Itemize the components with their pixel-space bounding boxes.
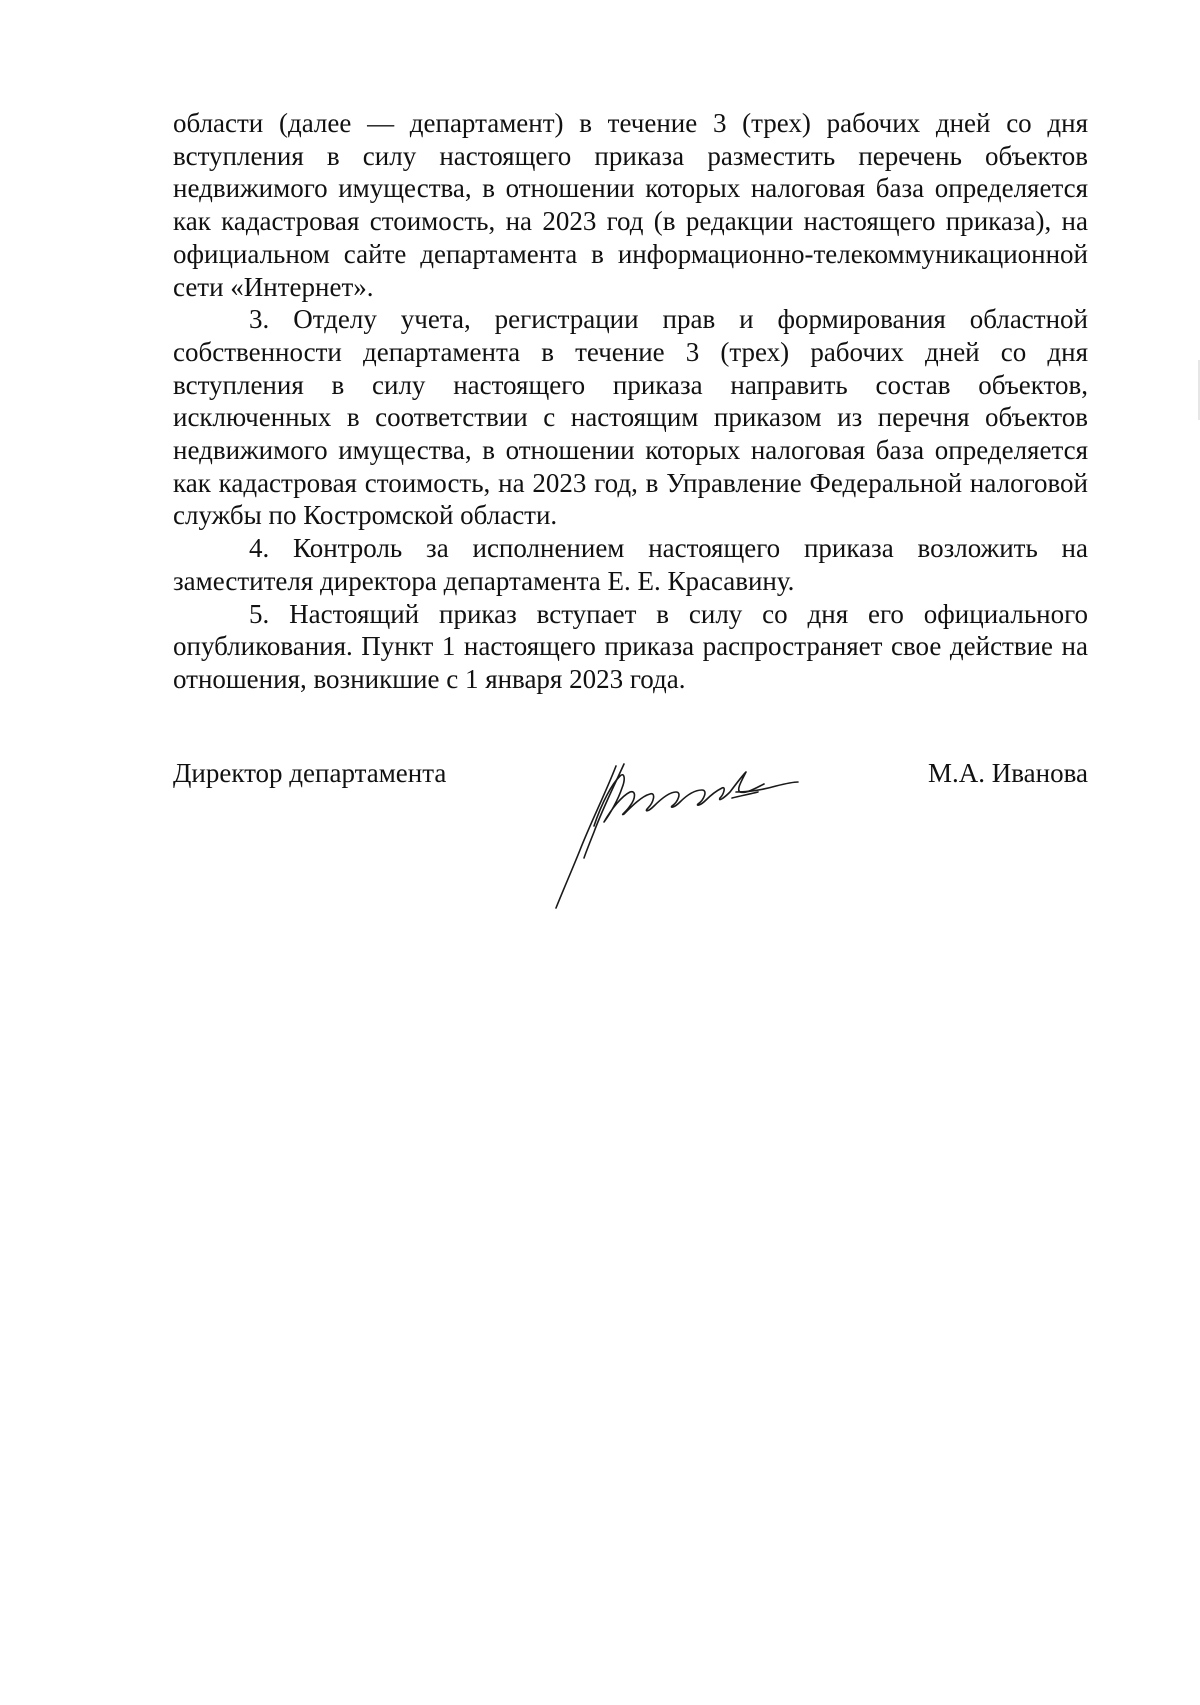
signatory-name: М.А. Иванова <box>928 758 1088 788</box>
paragraph-5: 5. Настоящий приказ вступает в силу со дня его официального опубликования. Пункт 1 настоящего приказа распространяет свое действие на отношения, возникшие с 1 января 2023 года. <box>173 598 1088 694</box>
paragraph-3: 3. Отделу учета, регистрации прав и формирования областной собственности департамента в течение 3 (трех) рабочих дней со дня вступления в силу настоящего приказа направить состав объектов, исключенных в соответствии с настоящим приказом из перечня объектов недвижимого имущества, в отношении которых налоговая база определяется как кадастровая стоимость, на 2023 год, в Управление Федеральной налоговой службы по Костромской области. <box>173 304 1088 531</box>
document-body <box>173 107 1088 696</box>
handwritten-signature <box>536 762 800 912</box>
paragraph-4: 4. Контроль за исполнением настоящего приказа возложить на заместителя директора департамента Е. Е. Красавину. <box>173 533 1088 596</box>
signatory-position: Директор департамента <box>173 758 447 788</box>
paragraph-continuation-2: области (далее — департамент) в течение 3 (трех) рабочих дней со дня вступления в силу настоящего приказа разместить перечень объектов недвижимого имущества, в отношении которых налоговая база определяется как кадастровая стоимость, на 2023 год (в редакции настоящего приказа), на официальном сайте департамента в информационно-телекоммуникационной сети «Интернет». <box>173 108 1088 302</box>
